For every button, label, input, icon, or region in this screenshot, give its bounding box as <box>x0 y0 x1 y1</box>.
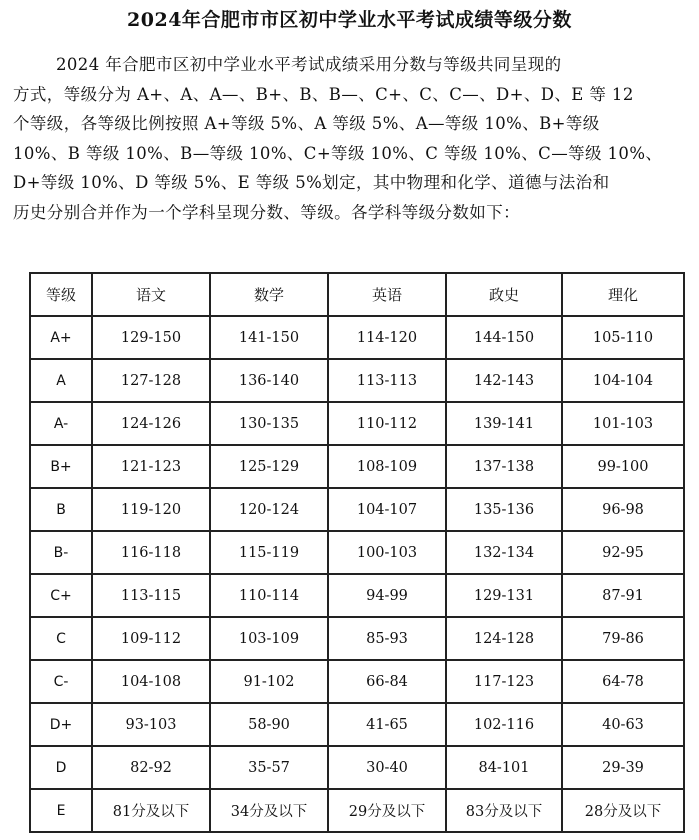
table-row <box>30 445 684 488</box>
grade-cell: A+ <box>30 316 92 359</box>
score-cell: 125-129 <box>210 445 328 488</box>
score-cell: 35-57 <box>210 746 328 789</box>
score-cell: 136-140 <box>210 359 328 402</box>
score-cell: 113-115 <box>92 574 210 617</box>
score-cell: 28分及以下 <box>562 789 684 832</box>
table-header-row <box>30 273 684 316</box>
score-cell: 58-90 <box>210 703 328 746</box>
grade-cell: C <box>30 617 92 660</box>
score-cell: 129-131 <box>446 574 562 617</box>
score-cell: 102-116 <box>446 703 562 746</box>
grade-score-table <box>29 272 685 833</box>
grade-cell: A- <box>30 402 92 445</box>
score-cell: 104-107 <box>328 488 446 531</box>
score-cell: 29分及以下 <box>328 789 446 832</box>
score-cell: 119-120 <box>92 488 210 531</box>
intro-paragraph <box>13 50 691 228</box>
score-cell: 94-99 <box>328 574 446 617</box>
score-cell: 83分及以下 <box>446 789 562 832</box>
score-cell: 113-113 <box>328 359 446 402</box>
score-cell: 87-91 <box>562 574 684 617</box>
grade-cell: B- <box>30 531 92 574</box>
table-row <box>30 316 684 359</box>
table-row <box>30 789 684 832</box>
score-cell: 129-150 <box>92 316 210 359</box>
grade-cell: B+ <box>30 445 92 488</box>
score-cell: 110-114 <box>210 574 328 617</box>
header-math: 数学 <box>210 273 328 316</box>
score-cell: 116-118 <box>92 531 210 574</box>
score-cell: 82-92 <box>92 746 210 789</box>
score-cell: 29-39 <box>562 746 684 789</box>
table-row <box>30 402 684 445</box>
header-english: 英语 <box>328 273 446 316</box>
score-cell: 40-63 <box>562 703 684 746</box>
header-politics-history: 政史 <box>446 273 562 316</box>
score-cell: 109-112 <box>92 617 210 660</box>
page-title: 2024年合肥市市区初中学业水平考试成绩等级分数 <box>127 9 572 31</box>
score-cell: 104-108 <box>92 660 210 703</box>
score-cell: 85-93 <box>328 617 446 660</box>
table-row <box>30 617 684 660</box>
paragraph-line: 10%、B 等级 10%、B—等级 10%、C+等级 10%、C 等级 10%、C—等级 10%、 <box>13 143 663 163</box>
table-row <box>30 488 684 531</box>
score-cell: 100-103 <box>328 531 446 574</box>
score-cell: 96-98 <box>562 488 684 531</box>
grade-cell: B <box>30 488 92 531</box>
header-chinese: 语文 <box>92 273 210 316</box>
paragraph-line: 历史分别合并作为一个学科呈现分数、等级。各学科等级分数如下： <box>13 202 520 222</box>
score-cell: 108-109 <box>328 445 446 488</box>
table-row <box>30 574 684 617</box>
paragraph-line: D+等级 10%、D 等级 5%、E 等级 5%划定，其中物理和化学、道德与法治和 <box>13 173 610 193</box>
score-cell: 110-112 <box>328 402 446 445</box>
header-grade: 等级 <box>30 273 92 316</box>
grade-cell: C- <box>30 660 92 703</box>
score-cell: 120-124 <box>210 488 328 531</box>
score-cell: 115-119 <box>210 531 328 574</box>
score-cell: 79-86 <box>562 617 684 660</box>
score-cell: 101-103 <box>562 402 684 445</box>
table-row <box>30 746 684 789</box>
score-cell: 144-150 <box>446 316 562 359</box>
score-cell: 103-109 <box>210 617 328 660</box>
score-cell: 124-126 <box>92 402 210 445</box>
grade-cell: E <box>30 789 92 832</box>
score-cell: 142-143 <box>446 359 562 402</box>
score-cell: 99-100 <box>562 445 684 488</box>
score-cell: 41-65 <box>328 703 446 746</box>
score-cell: 92-95 <box>562 531 684 574</box>
grade-cell: C+ <box>30 574 92 617</box>
grade-cell: D+ <box>30 703 92 746</box>
score-cell: 64-78 <box>562 660 684 703</box>
score-cell: 124-128 <box>446 617 562 660</box>
score-cell: 114-120 <box>328 316 446 359</box>
score-cell: 121-123 <box>92 445 210 488</box>
score-cell: 30-40 <box>328 746 446 789</box>
score-cell: 66-84 <box>328 660 446 703</box>
score-cell: 105-110 <box>562 316 684 359</box>
score-cell: 81分及以下 <box>92 789 210 832</box>
header-physics-chemistry: 理化 <box>562 273 684 316</box>
score-cell: 137-138 <box>446 445 562 488</box>
score-cell: 135-136 <box>446 488 562 531</box>
paragraph-line: 个等级，各等级比例按照 A+等级 5%、A 等级 5%、A—等级 10%、B+等级 <box>13 114 600 134</box>
score-cell: 132-134 <box>446 531 562 574</box>
score-cell: 141-150 <box>210 316 328 359</box>
score-cell: 127-128 <box>92 359 210 402</box>
score-cell: 93-103 <box>92 703 210 746</box>
score-cell: 91-102 <box>210 660 328 703</box>
score-cell: 130-135 <box>210 402 328 445</box>
table-row <box>30 703 684 746</box>
grade-cell: D <box>30 746 92 789</box>
score-cell: 84-101 <box>446 746 562 789</box>
score-cell: 34分及以下 <box>210 789 328 832</box>
grade-cell: A <box>30 359 92 402</box>
score-cell: 117-123 <box>446 660 562 703</box>
score-cell: 104-104 <box>562 359 684 402</box>
table-row <box>30 660 684 703</box>
score-cell: 139-141 <box>446 402 562 445</box>
table-row <box>30 531 684 574</box>
table-row <box>30 359 684 402</box>
paragraph-line: 2024 年合肥市区初中学业水平考试成绩采用分数与等级共同呈现的 <box>56 55 562 74</box>
paragraph-line: 方式，等级分为 A+、A、A—、B+、B、B—、C+、C、C—、D+、D、E 等 12 <box>13 84 634 104</box>
